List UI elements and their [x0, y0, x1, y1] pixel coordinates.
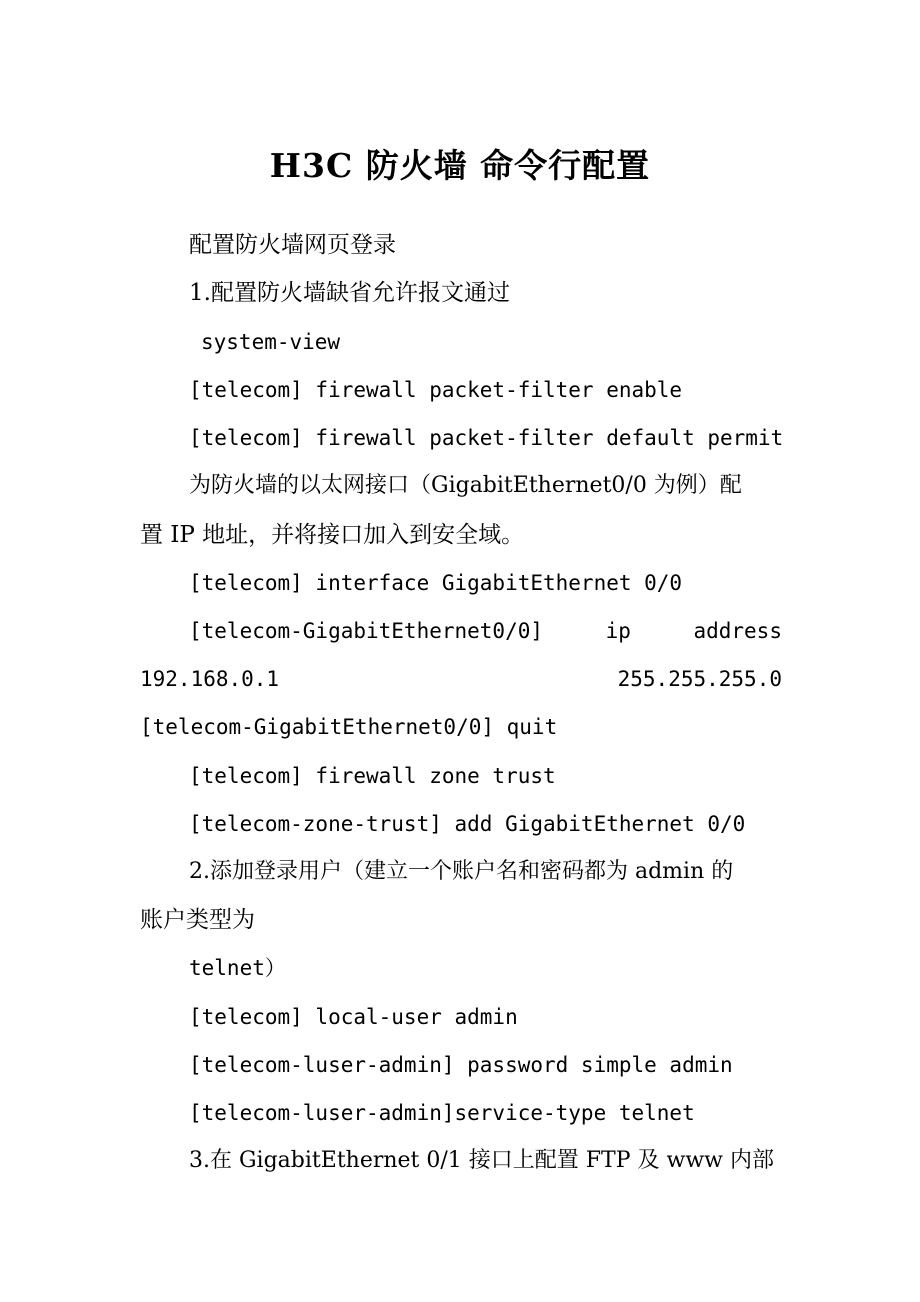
code-token: address	[693, 619, 782, 643]
text-line: 3.在 GigabitEthernet 0/1 接口上配置 FTP 及 www 内部	[189, 1148, 774, 1173]
code-token: [telecom-GigabitEthernet0/0]	[189, 619, 544, 643]
code-line: telnet）	[189, 956, 286, 980]
code-line: [telecom] interface GigabitEthernet 0/0	[189, 571, 683, 595]
document-title: H3C 防火墙 命令行配置	[269, 146, 651, 185]
code-line-justified	[189, 616, 782, 646]
text-line: 置 IP 地址，并将接口加入到安全域。	[140, 522, 525, 548]
code-line-justified	[140, 664, 782, 694]
code-line: [telecom] local-user admin	[189, 1005, 518, 1029]
code-token: ip	[605, 619, 631, 643]
code-line: system-view	[201, 330, 341, 354]
text-line: 1.配置防火墙缺省允许报文通过	[189, 280, 510, 306]
code-line: [telecom-luser-admin] password simple admin	[189, 1053, 733, 1077]
code-token: 192.168.0.1	[140, 667, 280, 691]
text-line: 为防火墙的以太网接口（GigabitEthernet0/0 为例）配	[189, 473, 742, 498]
code-token: 255.255.255.0	[617, 667, 782, 691]
code-line: [telecom] firewall packet-filter default permit	[189, 426, 784, 450]
code-line: [telecom-zone-trust] add GigabitEthernet 0/0	[189, 812, 746, 836]
text-line: 账户类型为	[140, 907, 255, 933]
code-line: [telecom-GigabitEthernet0/0] quit	[140, 715, 558, 739]
text-line: 2.添加登录用户（建立一个账户名和密码都为 admin 的	[189, 859, 734, 884]
code-line: [telecom] firewall packet-filter enable	[189, 378, 683, 402]
text-line: 配置防火墙网页登录	[189, 232, 396, 258]
code-line: [telecom-luser-admin]service-type telnet	[189, 1101, 695, 1125]
code-line: [telecom] firewall zone trust	[189, 764, 556, 788]
